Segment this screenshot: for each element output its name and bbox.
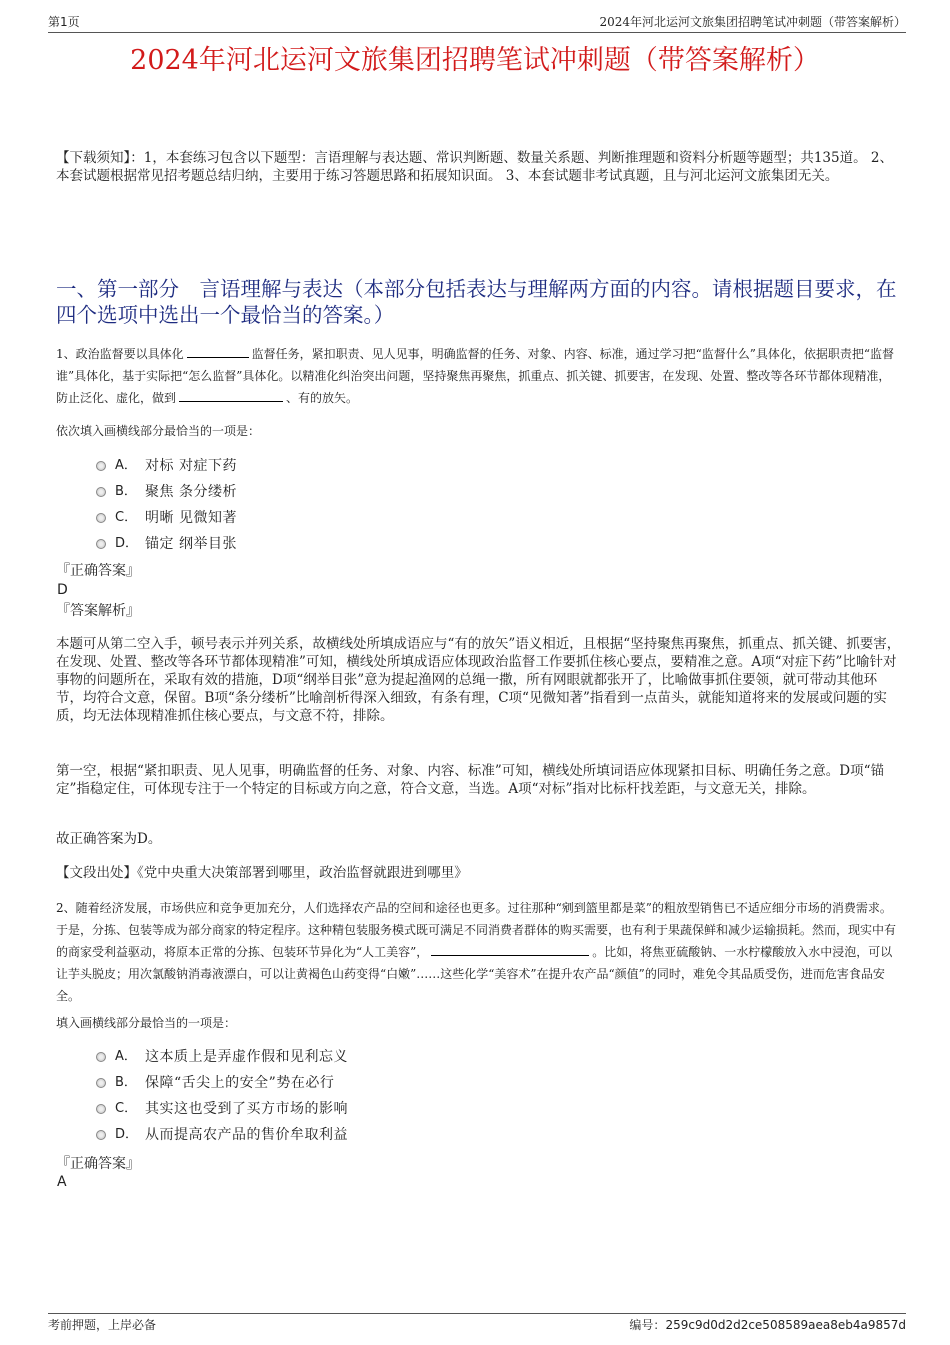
- q1-analysis-conclusion: 故正确答案为D。: [56, 831, 162, 847]
- q1-analysis-paragraph-2: 第一空，根据“紧扣职责、见人见事，明确监督的任务、对象、内容、标准”可知，横线处所填词语应体现紧扣目标、明确任务之意。D项“锚定”指稳定住，可体现专注于一个特定的目标或方向之意，符合文意，当选。A项“对标”指对比标杆找差距，与文意无关，排除。: [56, 763, 885, 797]
- page-number: 第1页: [48, 15, 80, 29]
- q1-option-c[interactable]: C． 明晰 见微知著: [96, 505, 237, 531]
- q2-prompt: 填入画横线部分最恰当的一项是：: [56, 1016, 237, 1030]
- download-notice: 【下载须知】：1，本套练习包含以下题型：言语理解与表达题、常识判断题、数量关系题、判断推理题和资料分析题等题型；共135道。 2、本套试题根据常见招考题总结归纳，主要用于练习答题思路和拓展知识面。 3、本套试题非考试真题，且与河北运河文旅集团无关。: [56, 150, 893, 184]
- radio-icon[interactable]: [96, 1130, 106, 1140]
- q1-blank-1: [187, 345, 249, 358]
- q2-option-c[interactable]: C． 其实这也受到了买方市场的影响: [96, 1096, 348, 1122]
- q1-text-part2: 监督任务，紧扣职责、见人见事，明确监督的任务、对象、内容、标准，通过学习把“监督什么”具体化，依据职责把“监督谁”具体化，基于实际把“怎么监督”具体化。以精准化纠治突出问题，坚持聚焦再聚焦，抓重点、抓关键、抓要害，在发现、处置、整改等各环节都体现精准，防止泛化、虚化，做到: [56, 347, 895, 405]
- q2-options: [96, 1044, 348, 1148]
- q2-answer: A: [57, 1174, 67, 1190]
- radio-icon[interactable]: [96, 1078, 106, 1088]
- q1-prompt: 依次填入画横线部分最恰当的一项是：: [56, 424, 261, 438]
- q2-option-b[interactable]: B． 保障“舌尖上的安全”势在必行: [96, 1070, 348, 1096]
- footer-code-value: 259c9d0d2d2ce508589aea8eb4a9857d: [665, 1318, 906, 1332]
- page-footer: [48, 1313, 906, 1334]
- radio-icon[interactable]: [96, 1052, 106, 1062]
- radio-icon[interactable]: [96, 487, 106, 497]
- q2-answer-label: 『正确答案』: [56, 1156, 140, 1172]
- q1-analysis-label: 『答案解析』: [56, 603, 140, 619]
- q2-blank: [431, 943, 589, 956]
- q1-answer-label: 『正确答案』: [56, 563, 140, 579]
- q1-text-part3: 、有的放矢。: [286, 391, 359, 405]
- footer-code-label: 编号：: [629, 1318, 666, 1332]
- q1-text-part1: 1、政治监督要以具体化: [56, 347, 184, 361]
- section-heading: 一、第一部分 言语理解与表达（本部分包括表达与理解两方面的内容。请根据题目要求，在四个选项中选出一个最恰当的答案。）: [56, 277, 897, 327]
- q2-text-part1: 2、随着经济发展，市场供应和竞争更加充分，人们选择农产品的空间和途径也更多。过往那种“剜到篮里都是菜”的粗放型销售已不适应细分市场的消费需求。于是，分拣、包装等成为部分商家的特定程序。这种精包装服务模式既可满足不同消费者群体的购买需要，也有利于果蔬保鲜和减少运输损耗。然而，现实中有的商家受利益驱动，将原本正常的分拣、包装环节异化为“人工美容”，: [56, 901, 897, 959]
- q1-option-b[interactable]: B． 聚焦 条分缕析: [96, 479, 237, 505]
- page-header: [48, 14, 906, 33]
- document-title: 2024年河北运河文旅集团招聘笔试冲刺题（带答案解析）: [130, 45, 820, 76]
- q1-option-a[interactable]: A． 对标 对症下药: [96, 453, 237, 479]
- question-1-stem: [56, 343, 902, 409]
- q1-options: [96, 453, 237, 557]
- q2-text-part2: 。比如，将焦亚硫酸钠、一水柠檬酸放入水中浸泡，可以让芋头脱皮；用次氯酸钠消毒液漂白，可以让黄褐色山药变得“白嫩”……这些化学“美容术”在提升农产品“颜值”的同时，难免令其品质受伤，进而危害食品安全。: [56, 945, 893, 1003]
- radio-icon[interactable]: [96, 513, 106, 523]
- question-2-stem: [56, 897, 902, 1007]
- radio-icon[interactable]: [96, 1104, 106, 1114]
- header-doc-title: 2024年河北运河文旅集团招聘笔试冲刺题（带答案解析）: [599, 15, 906, 29]
- q1-option-d[interactable]: D． 锚定 纲举目张: [96, 531, 237, 557]
- footer-code: [629, 1316, 906, 1334]
- q1-source: 【文段出处】《党中央重大决策部署到哪里，政治监督就跟进到哪里》: [56, 865, 468, 881]
- radio-icon[interactable]: [96, 461, 106, 471]
- radio-icon[interactable]: [96, 539, 106, 549]
- q1-answer: D: [57, 582, 68, 598]
- q2-option-d[interactable]: D． 从而提高农产品的售价牟取利益: [96, 1122, 348, 1148]
- footer-slogan: 考前押题，上岸必备: [48, 1318, 157, 1332]
- q1-analysis-paragraph-1: 本题可从第二空入手，顿号表示并列关系，故横线处所填成语应与“有的放矢”语义相近，且根据“坚持聚焦再聚焦，抓重点、抓关键、抓要害，在发现、处置、整改等各环节都体现精准”可知，横线处所填成语应体现政治监督工作要抓住核心要点，要精准之意。A项“对症下药”比喻针对事物的问题所在，采取有效的措施，D项“纲举目张”意为提起渔网的总绳一撒，所有网眼就都张开了，比喻做事抓住要领，就可带动其他环节，均符合文意，保留。B项“条分缕析”比喻剖析得深入细致，有条有理，C项“见微知著”指看到一点苗头，就能知道将来的发展或问题的实质，均无法体现精准抓住核心要点，与文意不符，排除。: [56, 636, 901, 724]
- q2-option-a[interactable]: A． 这本质上是弄虚作假和见利忘义: [96, 1044, 348, 1070]
- q1-blank-2: [179, 389, 283, 402]
